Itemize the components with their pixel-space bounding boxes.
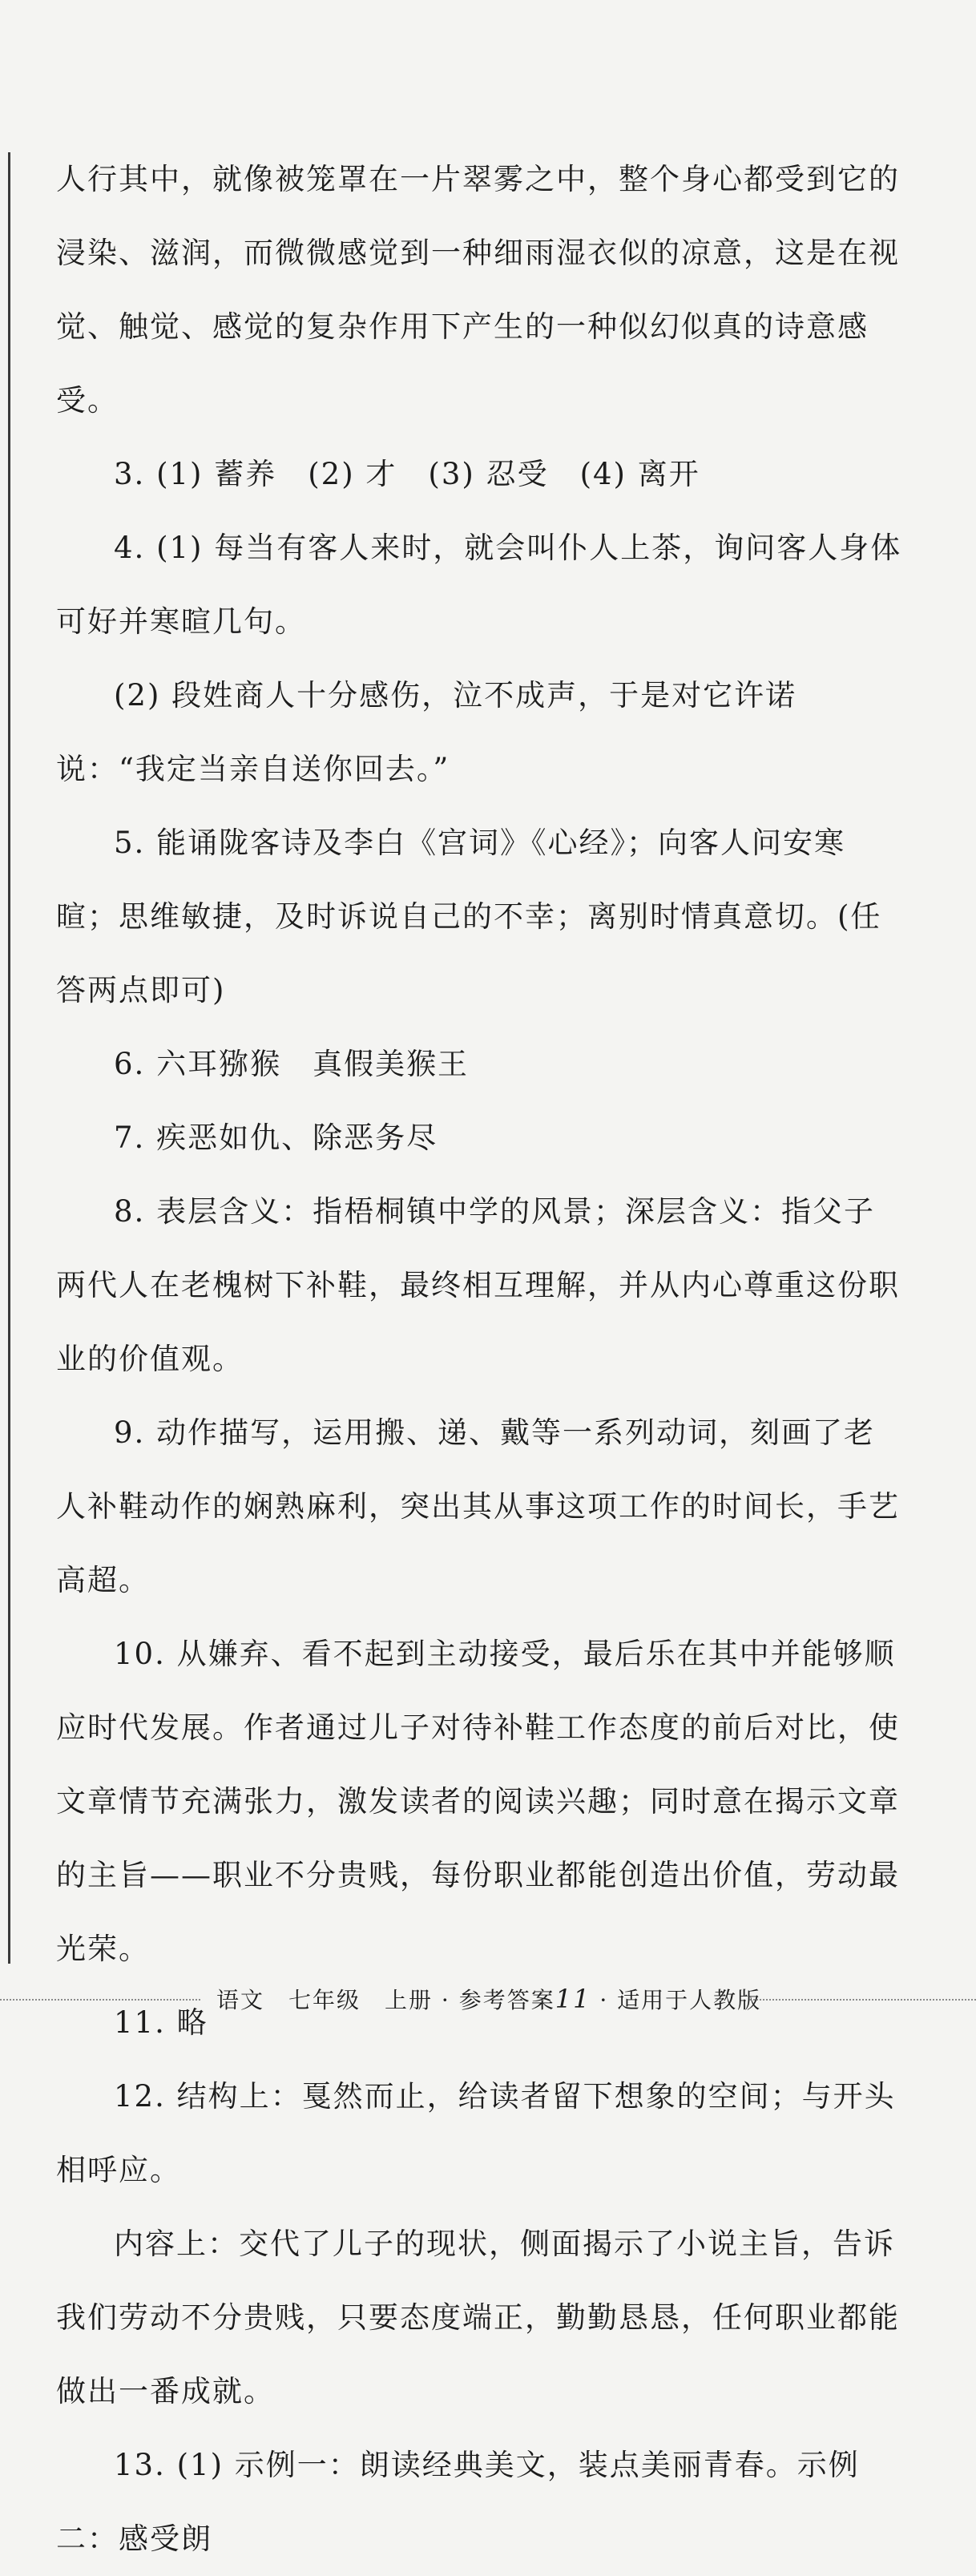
page-footer (0, 1980, 976, 2020)
answer-paragraph: 6. 六耳猕猴 真假美猴王 (114, 1047, 470, 1081)
footer-text (216, 1983, 761, 2017)
answer-paragraph: 8. 表层含义：指梧桐镇中学的风景；深层含义：指父子两代人在老槐树下补鞋，最终相互理解，并从内心尊重这份职业的价值观。 (56, 1194, 900, 1376)
answer-paragraph: 7. 疾恶如仇、除恶务尽 (114, 1120, 438, 1155)
answer-paragraph: 4. (1) 每当有客人来时，就会叫仆人上茶，询问客人身体可好并寒暄几句。 (56, 531, 902, 639)
footer-subject: 语文 七年级 上册 · 参考答案 (216, 1987, 555, 2013)
answer-paragraph: 9. 动作描写，运用搬、递、戴等一系列动词，刻画了老人补鞋动作的娴熟麻利，突出其从事这项工作的时间长，手艺高超。 (56, 1415, 900, 1597)
answer-paragraph: 10. 从嫌弃、看不起到主动接受，最后乐在其中并能够顺应时代发展。作者通过儿子对待补鞋工作态度的前后对比，使文章情节充满张力，激发读者的阅读兴趣；同时意在揭示文章的主旨——职业不分贵贱，每份职业都能创造出价值，劳动最光荣。 (56, 1637, 900, 1966)
footer-edition: · 适用于人教版 (591, 1987, 762, 2013)
footer-page-number: 11 (555, 1984, 591, 2014)
footer-dotted-line-right (749, 1999, 976, 2001)
answer-text-body (56, 143, 905, 2576)
answer-paragraph: 12. 结构上：戛然而止，给读者留下想象的空间；与开头相呼应。 (56, 2079, 896, 2187)
answer-paragraph: 内容上：交代了儿子的现状，侧面揭示了小说主旨，告诉我们劳动不分贵贱，只要态度端正，勤勤恳恳，任何职业都能做出一番成就。 (56, 2227, 900, 2408)
answer-paragraph: 人行其中，就像被笼罩在一片翠雾之中，整个身心都受到它的浸染、滋润，而微微感觉到一种细雨湿衣似的凉意，这是在视觉、触觉、感觉的复杂作用下产生的一种似幻似真的诗意感受。 (56, 162, 900, 418)
answer-paragraph: 11. 略 (114, 2005, 208, 2040)
answer-paragraph: 5. 能诵陇客诗及李白《宫词》《心经》；向客人问安寒暄；思维敏捷，及时诉说自己的不幸；离别时情真意切。(任答两点即可) (56, 826, 882, 1007)
answer-paragraph: 13. (1) 示例一：朗读经典美文，装点美丽青春。示例二：感受朗 (56, 2448, 860, 2556)
footer-dotted-line-left (0, 1999, 200, 2001)
answer-paragraph: (2) 段姓商人十分感伤，泣不成声，于是对它许诺说：“我定当亲自送你回去。” (56, 678, 797, 786)
left-margin-rule (8, 152, 10, 1964)
answer-paragraph: 3. (1) 蓄养 (2) 才 (3) 忍受 (4) 离开 (114, 457, 700, 491)
